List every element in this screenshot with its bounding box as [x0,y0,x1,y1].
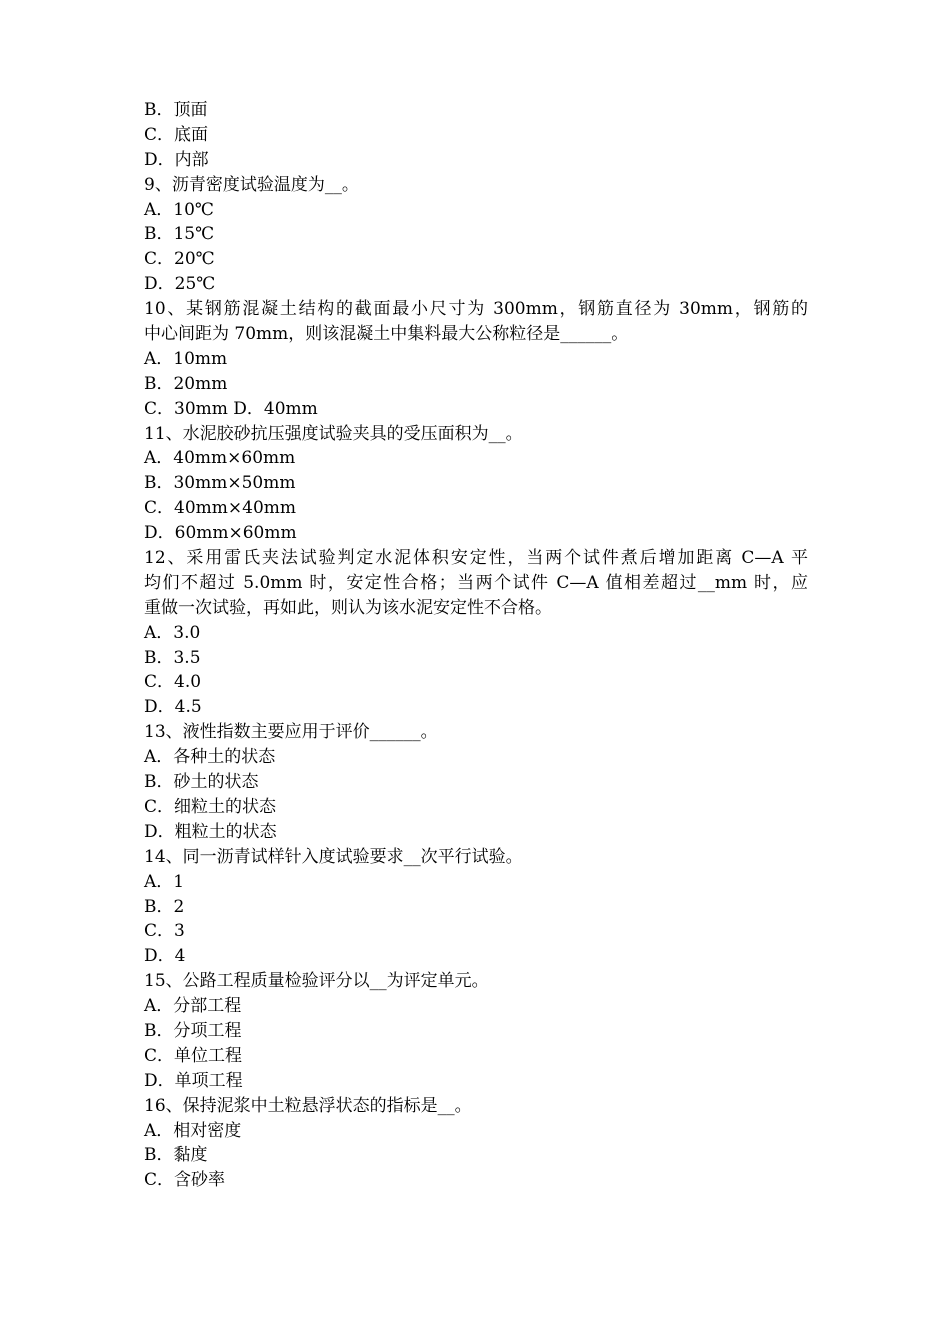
option-line: A．相对密度 [144,1120,242,1141]
question-10-line-2: 中心间距为 70mm，则该混凝土中集料最大公称粒径是______。 [144,324,629,345]
option-line: D．25℃ [144,274,216,295]
option-line: A．10mm [144,348,228,369]
question-13: 13、液性指数主要应用于评价______。 [144,722,438,743]
option-line: D．60mm×60mm [144,523,297,544]
option-line: C．含砂率 [144,1170,226,1191]
option-line: B．2 [144,896,185,917]
option-line: A．10℃ [144,199,214,220]
option-line: D．4 [144,946,186,967]
option-line: C．40mm×40mm [144,498,296,519]
option-line: B．顶面 [144,100,208,120]
question-11: 11、水泥胶砂抗压强度试验夹具的受压面积为__。 [144,423,523,444]
option-line: B．15℃ [144,224,215,245]
option-line: B．砂土的状态 [144,772,259,793]
option-line: B．分项工程 [144,1020,242,1041]
option-line: D．内部 [144,149,209,170]
option-line: A．3.0 [144,622,201,643]
question-16: 16、保持泥浆中土粒悬浮状态的指标是__。 [144,1095,472,1116]
question-10-line-1: 10、某钢筋混凝土结构的截面最小尺寸为 300mm，钢筋直径为 30mm，钢筋的 [144,299,808,320]
option-line: B．30mm×50mm [144,473,296,494]
option-line: A．各种土的状态 [144,747,276,768]
option-line: C．4.0 [144,672,202,693]
option-line: D．单项工程 [144,1070,243,1091]
option-line: B．20mm [144,373,228,394]
option-line: C．3 [144,921,185,942]
question-15: 15、公路工程质量检验评分以__为评定单元。 [144,971,489,992]
option-line: A．1 [144,871,185,892]
option-line: B．3.5 [144,647,201,668]
option-line: D．粗粒土的状态 [144,821,277,842]
option-line: C．单位工程 [144,1045,243,1066]
question-12-line-1: 12、采用雷氏夹法试验判定水泥体积安定性，当两个试件煮后增加距离 C—A 平 [144,548,808,569]
option-line: B．黏度 [144,1145,208,1166]
option-line: A．分部工程 [144,996,242,1017]
question-12-line-2: 均们不超过 5.0mm 时，安定性合格；当两个试件 C—A 值相差超过__mm 时，应 [144,572,808,593]
option-line: A．40mm×60mm [144,448,296,469]
question-14: 14、同一沥青试样针入度试验要求__次平行试验。 [144,846,523,867]
question-9: 9、沥青密度试验温度为__。 [144,174,359,195]
option-line: C．细粒土的状态 [144,796,277,817]
option-line: D．4.5 [144,697,202,718]
document-body [144,98,808,1193]
option-line: C．20℃ [144,249,215,270]
question-12-line-3: 重做一次试验，再如此，则认为该水泥安定性不合格。 [144,597,552,618]
option-line: C．30mm D．40mm [144,398,318,419]
option-line: C．底面 [144,124,209,145]
